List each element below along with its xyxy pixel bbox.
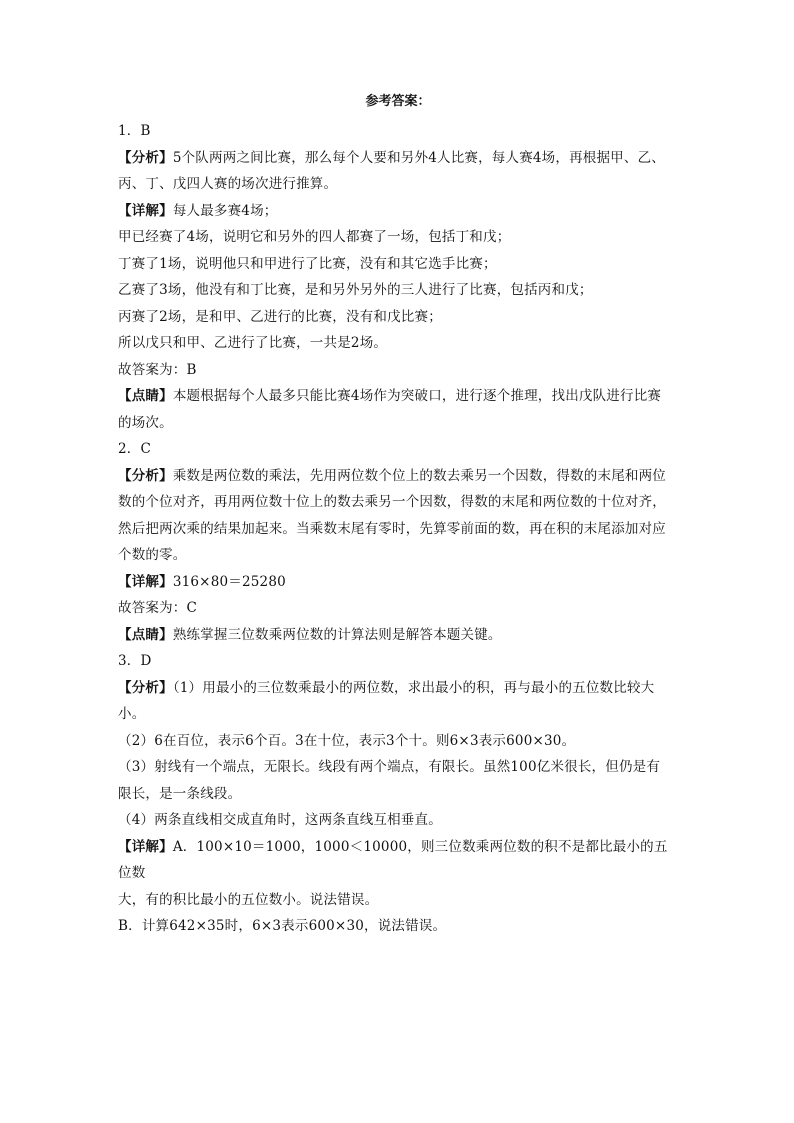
text-line (118, 807, 678, 834)
line-text: A．100×10＝1000，1000＜10000，则三位数乘两位数的积不是都比最小的五位数 (118, 838, 668, 881)
section-tag: 【分析】 (118, 149, 173, 166)
text-line (118, 410, 678, 437)
line-text: （2）6在百位，表示6个百。3在十位，表示3个十。则6×3表示600×30。 (118, 732, 576, 749)
line-text: 甲已经赛了4场，说明它和另外的四人都赛了一场，包括丁和戊； (118, 229, 511, 245)
text-line (118, 516, 678, 543)
line-text: 然后把两次乘的结果加起来。当乘数末尾有零时，先算零前面的数，再在积的末尾添加对应 (118, 520, 666, 537)
line-text: 2．C (118, 441, 152, 457)
text-line (118, 251, 678, 278)
line-text: 316×80＝25280 (172, 573, 286, 590)
text-line (118, 436, 678, 463)
line-text: 乙赛了3场，他没有和丁比赛，是和另外另外的三人进行了比赛，包括丙和戊； (118, 282, 593, 298)
line-text: 丙赛了2场，是和甲、乙进行的比赛，没有和戊比赛； (118, 308, 442, 325)
text-line (118, 913, 678, 940)
text-line (118, 622, 678, 649)
text-line (118, 675, 678, 728)
text-line (118, 728, 678, 755)
line-text: 的场次。 (118, 414, 173, 431)
line-text: （4）两条直线相交成直角时，这两条直线互相垂直。 (118, 812, 442, 828)
text-line (118, 383, 678, 410)
text-line (118, 304, 678, 331)
section-tag: 【分析】 (118, 467, 173, 484)
line-text: 乘数是两位数的乘法，先用两位数个位上的数去乘另一个因数，得数的末尾和两位 (172, 467, 667, 484)
line-text: 本题根据每个人最多只能比赛4场作为突破口，进行逐个推理，找出戊队进行比赛 (172, 388, 662, 404)
line-text: （3）射线有一个端点，无限长。线段有两个端点，有限长。虽然100亿米很长，但仍是有 (118, 759, 661, 775)
text-line (118, 171, 678, 198)
line-text: 每人最多赛4场； (172, 202, 278, 219)
answer-document (118, 92, 678, 940)
line-text: 大，有的积比最小的五位数小。说法错误。 (118, 891, 379, 908)
text-line (118, 118, 678, 145)
section-tag: 【分析】 (118, 679, 173, 696)
section-tag: 【详解】 (118, 202, 173, 219)
text-line (118, 595, 678, 622)
line-text: 5个队两两之间比赛，那么每个人要和另外4人比赛，每人赛4场，再根据甲、乙、 (172, 149, 665, 166)
section-tag: 【详解】 (118, 573, 173, 590)
text-line (118, 198, 678, 225)
line-text: 丙、丁、戊四人赛的场次进行推算。 (118, 176, 338, 192)
line-text: 丁赛了1场，说明他只和甲进行了比赛，没有和其它选手比赛； (118, 255, 497, 272)
text-line (118, 463, 678, 490)
text-line (118, 648, 678, 675)
text-line (118, 145, 678, 172)
answer-body (118, 118, 678, 940)
line-text: 3．D (118, 653, 152, 669)
section-tag: 【点睛】 (118, 626, 173, 643)
line-text: 熟练掌握三位数乘两位数的计算法则是解答本题关键。 (172, 626, 502, 643)
line-text: 所以戊只和甲、乙进行了比赛，一共是2场。 (118, 335, 388, 351)
section-tag: 【详解】 (118, 838, 173, 855)
line-text: 限长，是一条线段。 (118, 785, 242, 802)
line-text: 故答案为：C (118, 600, 198, 616)
line-text: 个数的零。 (118, 547, 187, 563)
text-line (118, 887, 678, 914)
text-line (118, 330, 678, 357)
line-text: 1．B (118, 123, 151, 139)
section-tag: 【点睛】 (118, 388, 173, 404)
line-text: B．计算642×35时，6×3表示600×30，说法错误。 (118, 918, 447, 934)
text-line (118, 754, 678, 781)
line-text: 故答案为：B (118, 361, 197, 378)
text-line (118, 489, 678, 516)
line-text: 数的个位对齐，再用两位数十位上的数去乘另一个因数，得数的末尾和两位数的十位对齐， (118, 494, 666, 510)
text-line (118, 781, 678, 808)
text-line (118, 277, 678, 304)
text-line (118, 542, 678, 569)
text-line (118, 569, 678, 596)
text-line (118, 834, 678, 887)
line-text: （1）用最小的三位数乘最小的两位数，求出最小的积，再与最小的五位数比较大小。 (118, 679, 655, 722)
page-title: 参考答案： (365, 94, 431, 109)
text-line (118, 357, 678, 384)
text-line (118, 224, 678, 251)
